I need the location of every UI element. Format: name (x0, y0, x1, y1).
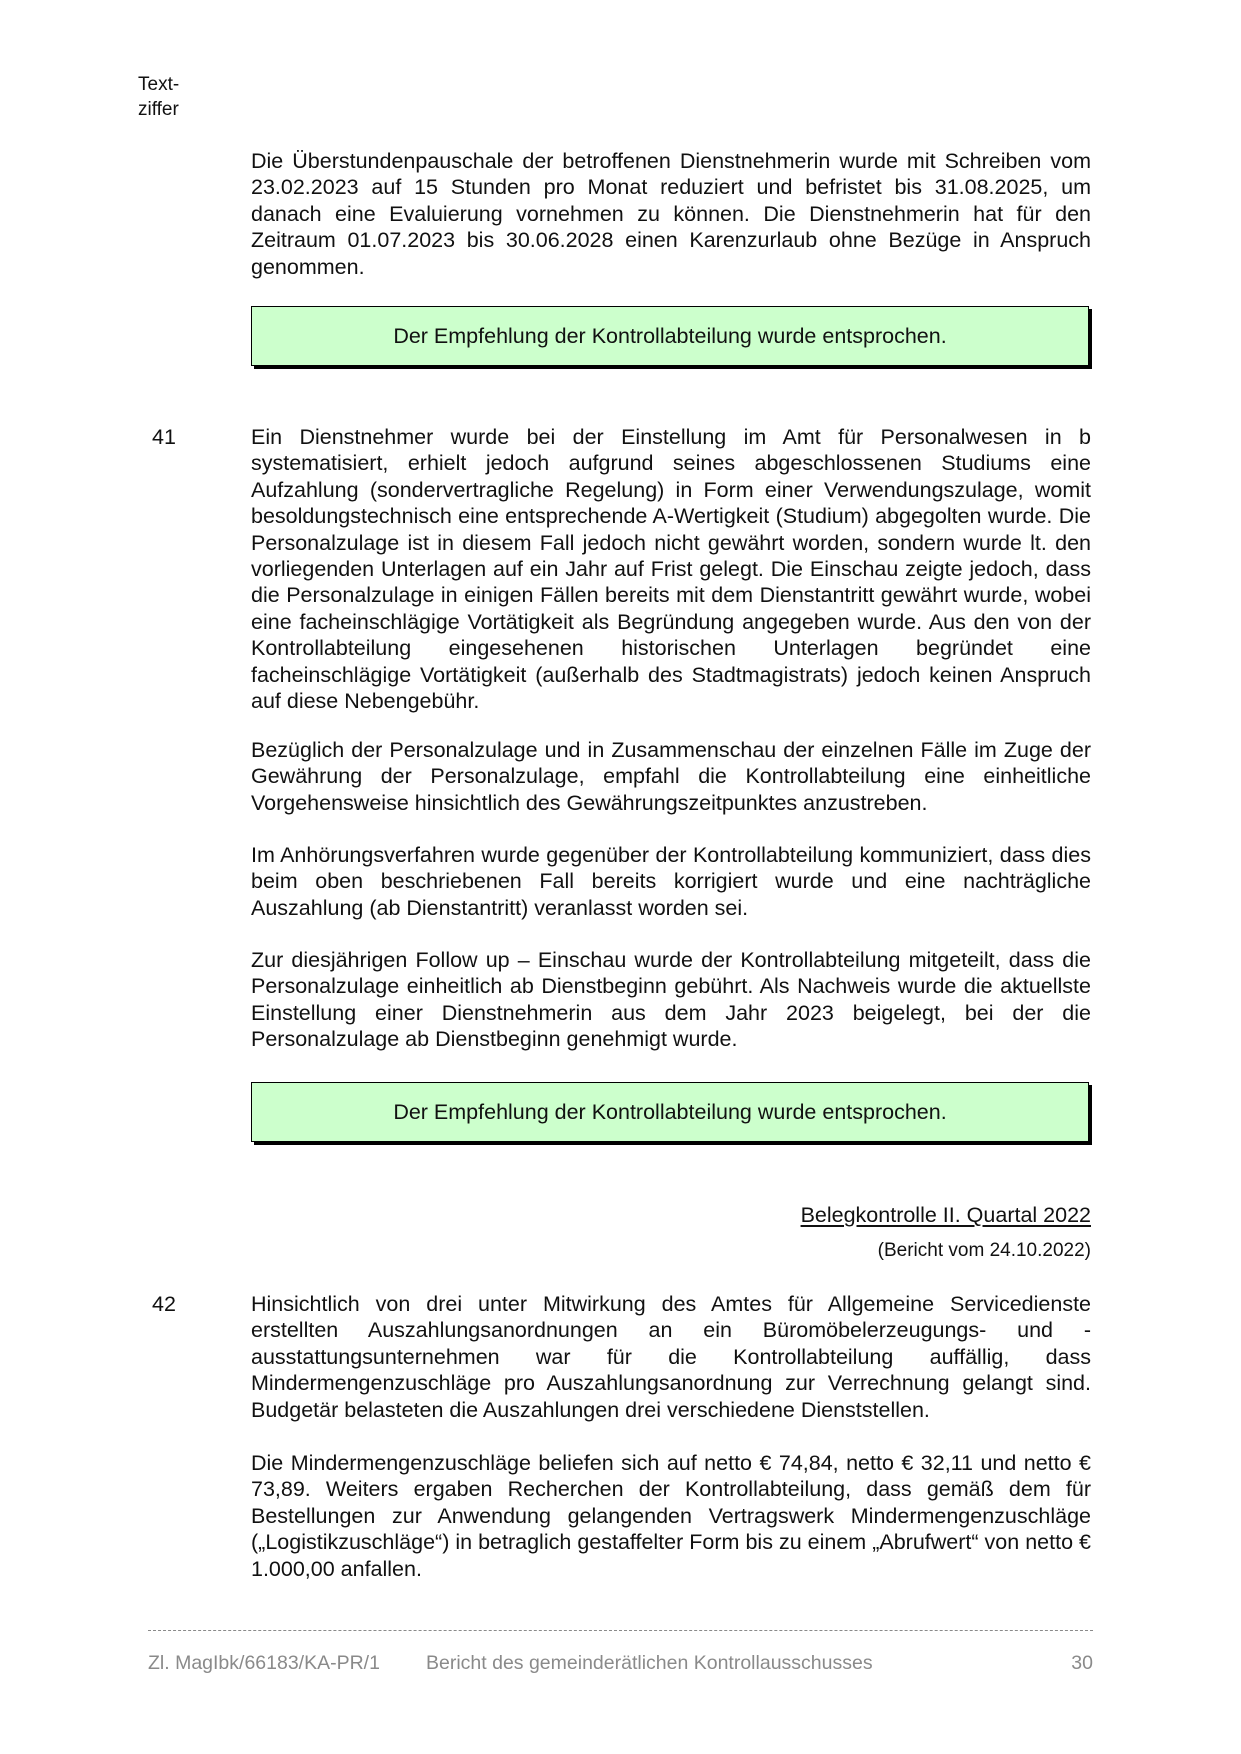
paragraph-41-b: Bezüglich der Personalzulage und in Zusammenschau der einzelnen Fälle im Zuge der Gewährung der Personalzulage, empfahl die Kontrollabteilung eine einheitliche Vorgehensweise hinsichtlich des Gewährungszeitpunktes anzustreben. (251, 738, 1091, 815)
textziffer-label: Text- ziffer (138, 74, 180, 120)
recommendation-text: Der Empfehlung der Kontrollabteilung wurde entsprochen. (393, 1099, 947, 1124)
footer-reference: Zl. MagIbk/66183/KA-PR/1 (148, 1652, 380, 1674)
footer-divider (148, 1630, 1093, 1631)
recommendation-box-1 (251, 306, 1089, 366)
section-heading: Belegkontrolle II. Quartal 2022 (800, 1203, 1091, 1227)
footer-title: Bericht des gemeinderätlichen Kontrollausschusses (426, 1652, 873, 1674)
paragraph-41-a: Ein Dienstnehmer wurde bei der Einstellung im Amt für Personalwesen in b systematisiert, erhielt jedoch aufgrund seines abgeschlossenen Studiums eine Aufzahlung (sondervertragliche Regelung) in Form einer Verwendungszulage, womit besoldungstechnisch eine entsprechende A-Wertigkeit (Studium) abgegolten wurde. Die Personalzulage ist in diesem Fall jedoch nicht gewährt worden, sondern wurde lt. den vorliegenden Unterlagen auf ein Jahr auf Frist gelegt. Die Einschau zeigte jedoch, dass die Personalzulage in einigen Fällen bereits mit dem Dienstantritt gewährt wurde, wobei eine facheinschlägige Vortätigkeit als Begründung angegeben wurde. Aus den von der Kontrollabteilung eingesehenen historischen Unterlagen begründet eine facheinschlägige Vortätigkeit (außerhalb des Stadtmagistrats) jedoch keinen Anspruch auf diese Nebengebühr. (251, 425, 1091, 714)
paragraph-42-a: Hinsichtlich von drei unter Mitwirkung des Amtes für Allgemeine Servicedienste erstellten Auszahlungsanordnungen an ein Büromöbelerzeugungs- und -ausstattungsunternehmen war für die Kontrollabteilung auffällig, dass Mindermengenzuschläge pro Auszahlungsanordnung zur Verrechnung gelangt sind. Budgetär belasteten die Auszahlungen drei verschiedene Dienststellen. (251, 1292, 1091, 1422)
paragraph-41-d: Zur diesjährigen Follow up – Einschau wurde der Kontrollabteilung mitgeteilt, dass die Personalzulage einheitlich ab Dienstbeginn gebührt. Als Nachweis wurde die aktuellste Einstellung einer Dienstnehmerin aus dem Jahr 2023 beigelegt, bei der die Personalzulage ab Dienstbeginn genehmigt wurde. (251, 948, 1091, 1052)
recommendation-text: Der Empfehlung der Kontrollabteilung wurde entsprochen. (393, 323, 947, 348)
textziffer-number: 41 (152, 425, 176, 449)
section-subheading: (Bericht vom 24.10.2022) (877, 1240, 1091, 1261)
paragraph-intro: Die Überstundenpauschale der betroffenen Dienstnehmerin wurde mit Schreiben vom 23.02.2023 auf 15 Stunden pro Monat reduziert und befristet bis 31.08.2025, um danach eine Evaluierung vornehmen zu können. Die Dienstnehmerin hat für den Zeitraum 01.07.2023 bis 30.06.2028 einen Karenzurlaub ohne Bezüge in Anspruch genommen. (251, 149, 1091, 279)
recommendation-box-2 (251, 1082, 1089, 1142)
page-number: 30 (1071, 1652, 1093, 1674)
paragraph-42-b: Die Mindermengenzuschläge beliefen sich auf netto € 74,84, netto € 32,11 und netto € 73,89. Weiters ergaben Recherchen der Kontrollabteilung, dass gemäß dem für Bestellungen zur Anwendung gelangenden Vertragswerk Mindermengenzuschläge („Logistikzuschläge“) in betraglich gestaffelter Form bis zu einem „Abrufwert“ von netto € 1.000,00 anfallen. (251, 1451, 1091, 1581)
paragraph-41-c: Im Anhörungsverfahren wurde gegenüber der Kontrollabteilung kommuniziert, dass dies beim oben beschriebenen Fall bereits korrigiert wurde und eine nachträgliche Auszahlung (ab Dienstantritt) veranlasst worden sei. (251, 843, 1091, 920)
textziffer-number: 42 (152, 1292, 176, 1316)
